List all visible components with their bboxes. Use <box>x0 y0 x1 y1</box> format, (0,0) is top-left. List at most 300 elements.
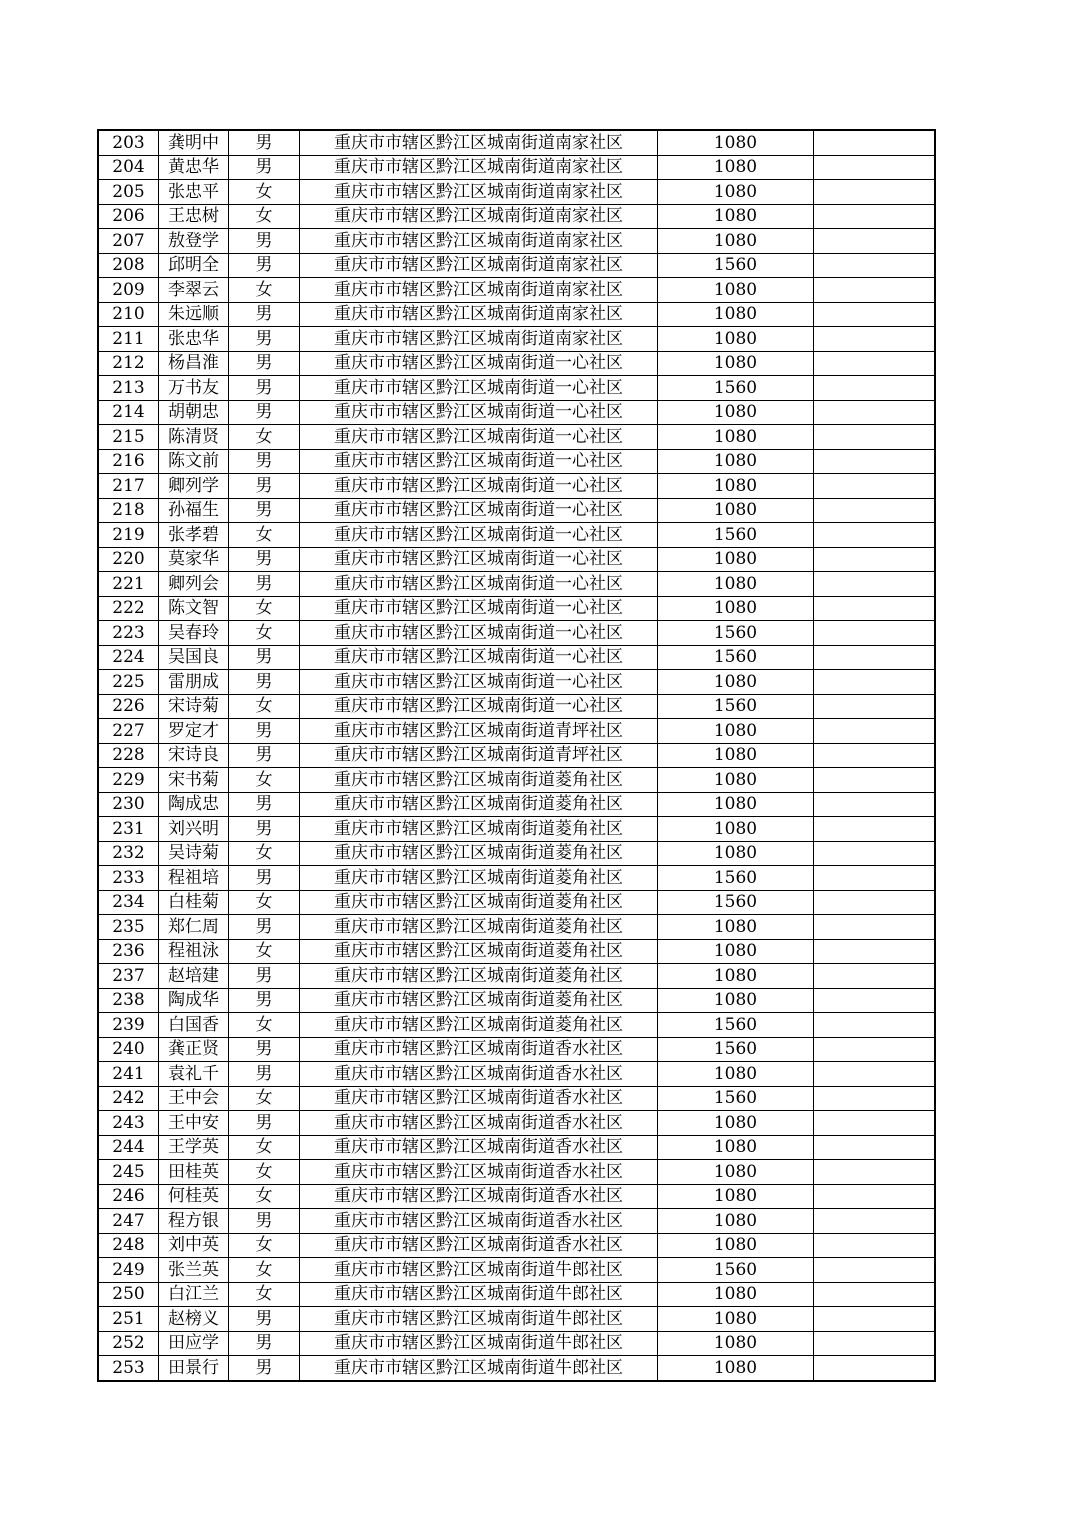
note-cell <box>814 1037 936 1062</box>
gender-cell: 男 <box>229 988 300 1013</box>
amount-cell: 1080 <box>658 351 814 376</box>
gender-cell: 男 <box>229 376 300 401</box>
note-cell <box>814 1013 936 1038</box>
note-cell <box>814 425 936 450</box>
row-number-cell: 242 <box>98 1086 159 1111</box>
table-row <box>98 1331 935 1356</box>
note-cell <box>814 130 936 155</box>
gender-cell: 女 <box>229 939 300 964</box>
row-number-cell: 228 <box>98 743 159 768</box>
amount-cell: 1080 <box>658 1331 814 1356</box>
note-cell <box>814 915 936 940</box>
row-number-cell: 243 <box>98 1111 159 1136</box>
name-cell: 罗定才 <box>159 719 229 744</box>
table-row <box>98 180 935 205</box>
note-cell <box>814 768 936 793</box>
address-cell: 重庆市市辖区黔江区城南街道青坪社区 <box>300 719 658 744</box>
note-cell <box>814 792 936 817</box>
gender-cell: 男 <box>229 1356 300 1381</box>
note-cell <box>814 1062 936 1087</box>
amount-cell: 1080 <box>658 425 814 450</box>
note-cell <box>814 547 936 572</box>
row-number-cell: 213 <box>98 376 159 401</box>
name-cell: 王中安 <box>159 1111 229 1136</box>
row-number-cell: 237 <box>98 964 159 989</box>
name-cell: 雷朋成 <box>159 670 229 695</box>
gender-cell: 男 <box>229 645 300 670</box>
gender-cell: 男 <box>229 719 300 744</box>
name-cell: 白江兰 <box>159 1282 229 1307</box>
address-cell: 重庆市市辖区黔江区城南街道一心社区 <box>300 376 658 401</box>
row-number-cell: 221 <box>98 572 159 597</box>
row-number-cell: 247 <box>98 1209 159 1234</box>
row-number-cell: 252 <box>98 1331 159 1356</box>
name-cell: 田桂英 <box>159 1160 229 1185</box>
note-cell <box>814 180 936 205</box>
table-row <box>98 1307 935 1332</box>
note-cell <box>814 939 936 964</box>
row-number-cell: 240 <box>98 1037 159 1062</box>
name-cell: 陶成忠 <box>159 792 229 817</box>
table-row <box>98 743 935 768</box>
address-cell: 重庆市市辖区黔江区城南街道菱角社区 <box>300 939 658 964</box>
amount-cell: 1080 <box>658 792 814 817</box>
table-row <box>98 1013 935 1038</box>
address-cell: 重庆市市辖区黔江区城南街道菱角社区 <box>300 866 658 891</box>
row-number-cell: 223 <box>98 621 159 646</box>
name-cell: 王中会 <box>159 1086 229 1111</box>
table-row <box>98 572 935 597</box>
gender-cell: 男 <box>229 155 300 180</box>
address-cell: 重庆市市辖区黔江区城南街道一心社区 <box>300 400 658 425</box>
amount-cell: 1080 <box>658 229 814 254</box>
row-number-cell: 244 <box>98 1135 159 1160</box>
note-cell <box>814 1307 936 1332</box>
name-cell: 吴诗菊 <box>159 841 229 866</box>
note-cell <box>814 204 936 229</box>
address-cell: 重庆市市辖区黔江区城南街道香水社区 <box>300 1111 658 1136</box>
row-number-cell: 236 <box>98 939 159 964</box>
name-cell: 田景行 <box>159 1356 229 1381</box>
name-cell: 张忠华 <box>159 327 229 352</box>
amount-cell: 1560 <box>658 890 814 915</box>
row-number-cell: 226 <box>98 694 159 719</box>
amount-cell: 1080 <box>658 204 814 229</box>
note-cell <box>814 719 936 744</box>
amount-cell: 1080 <box>658 302 814 327</box>
gender-cell: 女 <box>229 841 300 866</box>
address-cell: 重庆市市辖区黔江区城南街道香水社区 <box>300 1233 658 1258</box>
amount-cell: 1080 <box>658 1209 814 1234</box>
gender-cell: 女 <box>229 621 300 646</box>
note-cell <box>814 474 936 499</box>
note-cell <box>814 229 936 254</box>
address-cell: 重庆市市辖区黔江区城南街道牛郎社区 <box>300 1356 658 1381</box>
note-cell <box>814 694 936 719</box>
address-cell: 重庆市市辖区黔江区城南街道香水社区 <box>300 1037 658 1062</box>
gender-cell: 女 <box>229 523 300 548</box>
amount-cell: 1080 <box>658 1160 814 1185</box>
table-row <box>98 155 935 180</box>
amount-cell: 1080 <box>658 719 814 744</box>
row-number-cell: 219 <box>98 523 159 548</box>
name-cell: 吴春玲 <box>159 621 229 646</box>
name-cell: 郑仁周 <box>159 915 229 940</box>
note-cell <box>814 327 936 352</box>
table-row <box>98 253 935 278</box>
amount-cell: 1080 <box>658 547 814 572</box>
row-number-cell: 233 <box>98 866 159 891</box>
address-cell: 重庆市市辖区黔江区城南街道一心社区 <box>300 670 658 695</box>
row-number-cell: 216 <box>98 449 159 474</box>
address-cell: 重庆市市辖区黔江区城南街道香水社区 <box>300 1086 658 1111</box>
name-cell: 刘中英 <box>159 1233 229 1258</box>
table-row <box>98 1135 935 1160</box>
table-row <box>98 621 935 646</box>
table-row <box>98 939 935 964</box>
name-cell: 程方银 <box>159 1209 229 1234</box>
name-cell: 陈清贤 <box>159 425 229 450</box>
name-cell: 赵榜义 <box>159 1307 229 1332</box>
gender-cell: 女 <box>229 278 300 303</box>
row-number-cell: 249 <box>98 1258 159 1283</box>
gender-cell: 男 <box>229 964 300 989</box>
amount-cell: 1080 <box>658 841 814 866</box>
address-cell: 重庆市市辖区黔江区城南街道菱角社区 <box>300 988 658 1013</box>
row-number-cell: 209 <box>98 278 159 303</box>
address-cell: 重庆市市辖区黔江区城南街道一心社区 <box>300 694 658 719</box>
note-cell <box>814 964 936 989</box>
table-row <box>98 1258 935 1283</box>
row-number-cell: 215 <box>98 425 159 450</box>
amount-cell: 1080 <box>658 1184 814 1209</box>
gender-cell: 男 <box>229 1331 300 1356</box>
gender-cell: 女 <box>229 890 300 915</box>
name-cell: 卿列学 <box>159 474 229 499</box>
row-number-cell: 238 <box>98 988 159 1013</box>
amount-cell: 1080 <box>658 1111 814 1136</box>
table-row <box>98 1209 935 1234</box>
gender-cell: 男 <box>229 1062 300 1087</box>
address-cell: 重庆市市辖区黔江区城南街道南家社区 <box>300 327 658 352</box>
address-cell: 重庆市市辖区黔江区城南街道青坪社区 <box>300 743 658 768</box>
name-cell: 程祖泳 <box>159 939 229 964</box>
name-cell: 张兰英 <box>159 1258 229 1283</box>
address-cell: 重庆市市辖区黔江区城南街道一心社区 <box>300 474 658 499</box>
note-cell <box>814 1160 936 1185</box>
gender-cell: 男 <box>229 792 300 817</box>
name-cell: 敖登学 <box>159 229 229 254</box>
name-cell: 龚正贤 <box>159 1037 229 1062</box>
note-cell <box>814 890 936 915</box>
gender-cell: 男 <box>229 327 300 352</box>
gender-cell: 女 <box>229 1135 300 1160</box>
amount-cell: 1560 <box>658 253 814 278</box>
amount-cell: 1080 <box>658 1307 814 1332</box>
gender-cell: 男 <box>229 572 300 597</box>
gender-cell: 男 <box>229 400 300 425</box>
amount-cell: 1560 <box>658 1086 814 1111</box>
row-number-cell: 218 <box>98 498 159 523</box>
table-row <box>98 327 935 352</box>
amount-cell: 1080 <box>658 1135 814 1160</box>
gender-cell: 男 <box>229 915 300 940</box>
note-cell <box>814 351 936 376</box>
note-cell <box>814 572 936 597</box>
amount-cell: 1080 <box>658 498 814 523</box>
address-cell: 重庆市市辖区黔江区城南街道南家社区 <box>300 130 658 155</box>
name-cell: 袁礼千 <box>159 1062 229 1087</box>
name-cell: 白桂菊 <box>159 890 229 915</box>
address-cell: 重庆市市辖区黔江区城南街道菱角社区 <box>300 915 658 940</box>
name-cell: 胡朝忠 <box>159 400 229 425</box>
table-row <box>98 474 935 499</box>
gender-cell: 女 <box>229 596 300 621</box>
name-cell: 王忠树 <box>159 204 229 229</box>
note-cell <box>814 376 936 401</box>
gender-cell: 女 <box>229 204 300 229</box>
amount-cell: 1080 <box>658 1233 814 1258</box>
table-row <box>98 670 935 695</box>
gender-cell: 男 <box>229 474 300 499</box>
amount-cell: 1080 <box>658 474 814 499</box>
name-cell: 张忠平 <box>159 180 229 205</box>
row-number-cell: 251 <box>98 1307 159 1332</box>
row-number-cell: 205 <box>98 180 159 205</box>
address-cell: 重庆市市辖区黔江区城南街道菱角社区 <box>300 964 658 989</box>
row-number-cell: 230 <box>98 792 159 817</box>
address-cell: 重庆市市辖区黔江区城南街道菱角社区 <box>300 768 658 793</box>
gender-cell: 男 <box>229 498 300 523</box>
note-cell <box>814 302 936 327</box>
row-number-cell: 227 <box>98 719 159 744</box>
data-table <box>97 129 936 1382</box>
table-row <box>98 1233 935 1258</box>
row-number-cell: 203 <box>98 130 159 155</box>
amount-cell: 1080 <box>658 1282 814 1307</box>
address-cell: 重庆市市辖区黔江区城南街道牛郎社区 <box>300 1282 658 1307</box>
row-number-cell: 211 <box>98 327 159 352</box>
table-row <box>98 523 935 548</box>
note-cell <box>814 253 936 278</box>
amount-cell: 1080 <box>658 400 814 425</box>
table-row <box>98 351 935 376</box>
address-cell: 重庆市市辖区黔江区城南街道一心社区 <box>300 351 658 376</box>
name-cell: 李翠云 <box>159 278 229 303</box>
table-row <box>98 1184 935 1209</box>
gender-cell: 男 <box>229 547 300 572</box>
table-row <box>98 400 935 425</box>
name-cell: 赵培建 <box>159 964 229 989</box>
name-cell: 万书友 <box>159 376 229 401</box>
note-cell <box>814 523 936 548</box>
row-number-cell: 248 <box>98 1233 159 1258</box>
address-cell: 重庆市市辖区黔江区城南街道一心社区 <box>300 572 658 597</box>
address-cell: 重庆市市辖区黔江区城南街道香水社区 <box>300 1184 658 1209</box>
gender-cell: 男 <box>229 1037 300 1062</box>
address-cell: 重庆市市辖区黔江区城南街道菱角社区 <box>300 841 658 866</box>
gender-cell: 女 <box>229 1282 300 1307</box>
row-number-cell: 217 <box>98 474 159 499</box>
note-cell <box>814 596 936 621</box>
amount-cell: 1080 <box>658 1356 814 1381</box>
address-cell: 重庆市市辖区黔江区城南街道一心社区 <box>300 645 658 670</box>
amount-cell: 1080 <box>658 278 814 303</box>
row-number-cell: 224 <box>98 645 159 670</box>
address-cell: 重庆市市辖区黔江区城南街道南家社区 <box>300 278 658 303</box>
row-number-cell: 246 <box>98 1184 159 1209</box>
gender-cell: 女 <box>229 768 300 793</box>
row-number-cell: 208 <box>98 253 159 278</box>
table-row <box>98 596 935 621</box>
address-cell: 重庆市市辖区黔江区城南街道一心社区 <box>300 425 658 450</box>
row-number-cell: 206 <box>98 204 159 229</box>
table-row <box>98 278 935 303</box>
amount-cell: 1080 <box>658 449 814 474</box>
note-cell <box>814 1258 936 1283</box>
address-cell: 重庆市市辖区黔江区城南街道香水社区 <box>300 1160 658 1185</box>
note-cell <box>814 645 936 670</box>
gender-cell: 女 <box>229 1160 300 1185</box>
row-number-cell: 231 <box>98 817 159 842</box>
table-row <box>98 547 935 572</box>
row-number-cell: 234 <box>98 890 159 915</box>
table-row <box>98 425 935 450</box>
gender-cell: 男 <box>229 817 300 842</box>
amount-cell: 1080 <box>658 572 814 597</box>
row-number-cell: 214 <box>98 400 159 425</box>
table-row <box>98 1111 935 1136</box>
address-cell: 重庆市市辖区黔江区城南街道牛郎社区 <box>300 1307 658 1332</box>
row-number-cell: 225 <box>98 670 159 695</box>
amount-cell: 1560 <box>658 376 814 401</box>
gender-cell: 男 <box>229 1307 300 1332</box>
note-cell <box>814 400 936 425</box>
table-row <box>98 1062 935 1087</box>
name-cell: 田应学 <box>159 1331 229 1356</box>
address-cell: 重庆市市辖区黔江区城南街道南家社区 <box>300 204 658 229</box>
gender-cell: 女 <box>229 1184 300 1209</box>
gender-cell: 男 <box>229 743 300 768</box>
row-number-cell: 241 <box>98 1062 159 1087</box>
address-cell: 重庆市市辖区黔江区城南街道牛郎社区 <box>300 1331 658 1356</box>
name-cell: 杨昌淮 <box>159 351 229 376</box>
amount-cell: 1560 <box>658 1037 814 1062</box>
table-row <box>98 449 935 474</box>
address-cell: 重庆市市辖区黔江区城南街道菱角社区 <box>300 817 658 842</box>
amount-cell: 1080 <box>658 155 814 180</box>
gender-cell: 女 <box>229 1086 300 1111</box>
name-cell: 白国香 <box>159 1013 229 1038</box>
row-number-cell: 210 <box>98 302 159 327</box>
name-cell: 宋诗良 <box>159 743 229 768</box>
gender-cell: 男 <box>229 1111 300 1136</box>
note-cell <box>814 988 936 1013</box>
row-number-cell: 204 <box>98 155 159 180</box>
table-row <box>98 890 935 915</box>
note-cell <box>814 1233 936 1258</box>
table-row <box>98 915 935 940</box>
row-number-cell: 232 <box>98 841 159 866</box>
table-row <box>98 988 935 1013</box>
gender-cell: 女 <box>229 1233 300 1258</box>
table-row <box>98 866 935 891</box>
note-cell <box>814 1111 936 1136</box>
address-cell: 重庆市市辖区黔江区城南街道南家社区 <box>300 229 658 254</box>
amount-cell: 1080 <box>658 1062 814 1087</box>
amount-cell: 1080 <box>658 743 814 768</box>
note-cell <box>814 1282 936 1307</box>
gender-cell: 男 <box>229 253 300 278</box>
table-row <box>98 768 935 793</box>
note-cell <box>814 1184 936 1209</box>
amount-cell: 1560 <box>658 866 814 891</box>
address-cell: 重庆市市辖区黔江区城南街道一心社区 <box>300 449 658 474</box>
note-cell <box>814 1356 936 1381</box>
table-row <box>98 1282 935 1307</box>
amount-cell: 1560 <box>658 621 814 646</box>
address-cell: 重庆市市辖区黔江区城南街道香水社区 <box>300 1135 658 1160</box>
address-cell: 重庆市市辖区黔江区城南街道南家社区 <box>300 155 658 180</box>
address-cell: 重庆市市辖区黔江区城南街道牛郎社区 <box>300 1258 658 1283</box>
address-cell: 重庆市市辖区黔江区城南街道菱角社区 <box>300 792 658 817</box>
gender-cell: 男 <box>229 130 300 155</box>
gender-cell: 女 <box>229 1258 300 1283</box>
address-cell: 重庆市市辖区黔江区城南街道南家社区 <box>300 253 658 278</box>
gender-cell: 男 <box>229 866 300 891</box>
table-row <box>98 130 935 155</box>
address-cell: 重庆市市辖区黔江区城南街道一心社区 <box>300 621 658 646</box>
row-number-cell: 222 <box>98 596 159 621</box>
note-cell <box>814 866 936 891</box>
row-number-cell: 220 <box>98 547 159 572</box>
address-cell: 重庆市市辖区黔江区城南街道菱角社区 <box>300 1013 658 1038</box>
gender-cell: 男 <box>229 670 300 695</box>
row-number-cell: 253 <box>98 1356 159 1381</box>
name-cell: 王学英 <box>159 1135 229 1160</box>
table-row <box>98 498 935 523</box>
amount-cell: 1560 <box>658 1258 814 1283</box>
name-cell: 孙福生 <box>159 498 229 523</box>
gender-cell: 男 <box>229 302 300 327</box>
table-row <box>98 302 935 327</box>
amount-cell: 1560 <box>658 1013 814 1038</box>
name-cell: 陶成华 <box>159 988 229 1013</box>
row-number-cell: 235 <box>98 915 159 940</box>
table-row <box>98 841 935 866</box>
note-cell <box>814 278 936 303</box>
amount-cell: 1080 <box>658 964 814 989</box>
amount-cell: 1080 <box>658 180 814 205</box>
note-cell <box>814 1135 936 1160</box>
name-cell: 莫家华 <box>159 547 229 572</box>
note-cell <box>814 621 936 646</box>
name-cell: 何桂英 <box>159 1184 229 1209</box>
note-cell <box>814 155 936 180</box>
name-cell: 陈文前 <box>159 449 229 474</box>
table-row <box>98 694 935 719</box>
table-row <box>98 645 935 670</box>
note-cell <box>814 498 936 523</box>
table-body <box>98 130 935 1381</box>
row-number-cell: 239 <box>98 1013 159 1038</box>
gender-cell: 女 <box>229 180 300 205</box>
amount-cell: 1560 <box>658 523 814 548</box>
amount-cell: 1080 <box>658 817 814 842</box>
amount-cell: 1080 <box>658 327 814 352</box>
row-number-cell: 245 <box>98 1160 159 1185</box>
note-cell <box>814 1209 936 1234</box>
